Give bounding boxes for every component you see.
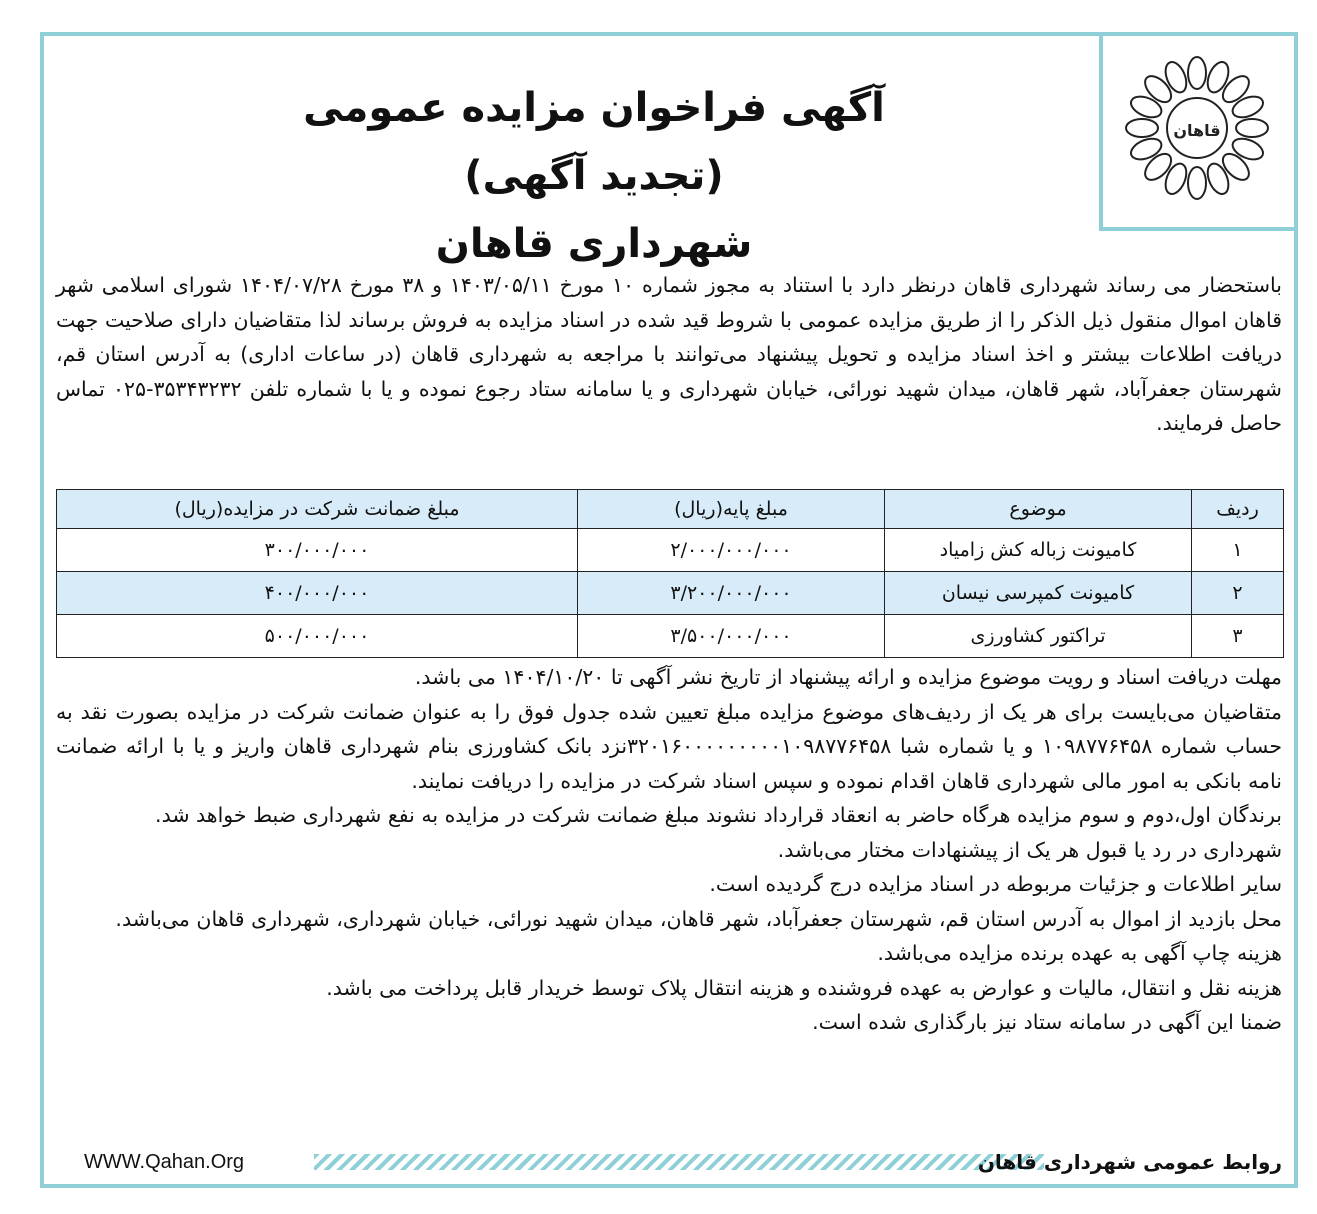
table-row xyxy=(57,572,1284,615)
logo-petal xyxy=(1128,135,1164,164)
cell-guarantee: ۴۰۰/۰۰۰/۰۰۰ xyxy=(57,572,578,615)
col-header-row-number: ردیف xyxy=(1192,490,1284,529)
table-row xyxy=(57,615,1284,658)
logo-petal xyxy=(1140,149,1175,184)
logo-petal xyxy=(1140,71,1175,106)
logo-box xyxy=(1099,36,1294,231)
col-header-subject: موضوع xyxy=(885,490,1192,529)
cell-guarantee: ۳۰۰/۰۰۰/۰۰۰ xyxy=(57,529,578,572)
intro-text: باستحضار می رساند شهرداری قاهان درنظر دارد با استناد به مجوز شماره ۱۰ مورخ ۱۴۰۳/۰۵/۱۱ و ۳۸ مورخ ۱۴۰۴/۰۷/۲۸ شورای اسلامی شهر قاهان اموال منقول ذیل الذکر را از طریق مزایده عمومی با شروط قید شده در اسناد مزایده به فروش برساند لذا متقاضیان دارای صلاحیت جهت دریافت اطلاعات بیشتر و اخذ اسناد مزایده و تحویل پیشنهاد می‌توانند با مراجعه به شهرداری قاهان (در ساعات اداری) به آدرس استان قم، شهرستان جعفرآباد، شهر قاهان، میدان شهید نورائی، خیابان شهرداری و یا سامانه ستاد رجوع نموده و یا با شماره تلفن ۳۵۳۴۳۲۳۲-۰۲۵ تماس حاصل فرمایند. xyxy=(56,273,1282,435)
main-title: آگهی فراخوان مزایده عمومی xyxy=(303,85,885,131)
items-table xyxy=(56,489,1284,658)
cell-subject: تراکتور کشاورزی xyxy=(885,615,1192,658)
cell-subject: کامیونت زباله کش زامیاد xyxy=(885,529,1192,572)
logo-petal xyxy=(1188,167,1206,199)
col-header-guarantee: مبلغ ضمانت شرکت در مزایده(ریال) xyxy=(57,490,578,529)
table-row xyxy=(57,529,1284,572)
table-header-row xyxy=(57,490,1284,529)
bottom-strip xyxy=(0,1192,1317,1214)
cell-guarantee: ۵۰۰/۰۰۰/۰۰۰ xyxy=(57,615,578,658)
footer-pattern xyxy=(314,1154,1044,1170)
logo-petal xyxy=(1204,161,1233,197)
cell-base-price: ۳/۲۰۰/۰۰۰/۰۰۰ xyxy=(578,572,885,615)
logo-petal xyxy=(1230,93,1266,122)
note-visit: محل بازدید از اموال به آدرس استان قم، شهرستان جعفرآباد، شهر قاهان، میدان شهید نورائی، خیابان شهرداری، شهرداری قاهان می‌باشد. xyxy=(115,906,1282,931)
footer-website-link[interactable]: WWW.Qahan.Org xyxy=(84,1151,245,1173)
cell-row-number: ۲ xyxy=(1192,572,1284,615)
cell-row-number: ۳ xyxy=(1192,615,1284,658)
logo-petal xyxy=(1162,161,1191,197)
issuer-title: شهرداری قاهان xyxy=(435,221,753,267)
logo-petal xyxy=(1188,57,1206,89)
cell-subject: کامیونت کمپرسی نیسان xyxy=(885,572,1192,615)
logo-petal xyxy=(1162,59,1191,95)
cell-base-price: ۲/۰۰۰/۰۰۰/۰۰۰ xyxy=(578,529,885,572)
municipality-logo xyxy=(1117,46,1277,211)
col-header-base-price: مبلغ پایه(ریال) xyxy=(578,490,885,529)
note-winners: برندگان اول،دوم و سوم مزایده هرگاه حاضر به انعقاد قرارداد نشوند مبلغ ضمانت شرکت در مزایده به نفع شهرداری ضبط خواهد شد. xyxy=(155,803,1282,827)
logo-petal xyxy=(1218,71,1253,106)
intro-paragraph xyxy=(56,268,1282,441)
cell-base-price: ۳/۵۰۰/۰۰۰/۰۰۰ xyxy=(578,615,885,658)
logo-petal xyxy=(1230,135,1266,164)
note-print-cost: هزینه چاپ آگهی به عهده برنده مزایده می‌باشد. xyxy=(877,941,1282,965)
logo-petal xyxy=(1236,119,1268,137)
note-transfer-cost: هزینه نقل و انتقال، مالیات و عوارض به عهده فروشنده و هزینه انتقال پلاک توسط خریدار قابل پرداخت می باشد. xyxy=(326,975,1282,1000)
logo-petal xyxy=(1128,93,1164,122)
footer-bar xyxy=(44,1138,1294,1184)
note-deadline: مهلت دریافت اسناد و رویت موضوع مزایده و ارائه پیشنهاد از تاریخ نشر آگهی تا ۱۴۰۴/۱۰/۲۰ می باشد. xyxy=(414,665,1282,689)
logo-petal xyxy=(1126,119,1158,137)
notes-section xyxy=(56,660,1282,1040)
note-details: سایر اطلاعات و جزئیات مربوطه در اسناد مزایده درج گردیده است. xyxy=(709,872,1282,896)
top-strip xyxy=(0,0,1317,10)
note-guarantee: متقاضیان می‌بایست برای هر یک از ردیف‌های موضوع مزایده مبلغ تعیین شده جدول فوق را به عنوان ضمانت شرکت در مزایده بصورت نقد به حساب شماره ۱۰۹۸۷۷۶۴۵۸ و یا شماره شبا ۳۲۰۱۶۰۰۰۰۰۰۰۰۰۱۰۹۸۷۷۶۴۵۸نزد بانک کشاورزی بنام شهرداری قاهان واریز و یا با ارائه ضمانت نامه بانکی به امور مالی شهرداری قاهان اقدام نموده و سپس اسناد شرکت در مزایده را دریافت نمایند. xyxy=(56,699,1282,793)
logo-petal xyxy=(1204,59,1233,95)
note-setad: ضمنا این آگهی در سامانه ستاد نیز بارگذاری شده است. xyxy=(812,1010,1282,1034)
cell-row-number: ۱ xyxy=(1192,529,1284,572)
note-rights: شهرداری در رد یا قبول هر یک از پیشنهادات مختار می‌باشد. xyxy=(777,837,1282,862)
subtitle: (تجدید آگهی) xyxy=(464,153,724,199)
footer-department: روابط عمومی شهرداری قاهان xyxy=(977,1150,1282,1174)
svg-text:قاهان: قاهان xyxy=(1173,121,1221,140)
logo-petal xyxy=(1218,149,1253,184)
notice-frame xyxy=(40,32,1298,1188)
title-block xyxy=(244,74,944,278)
